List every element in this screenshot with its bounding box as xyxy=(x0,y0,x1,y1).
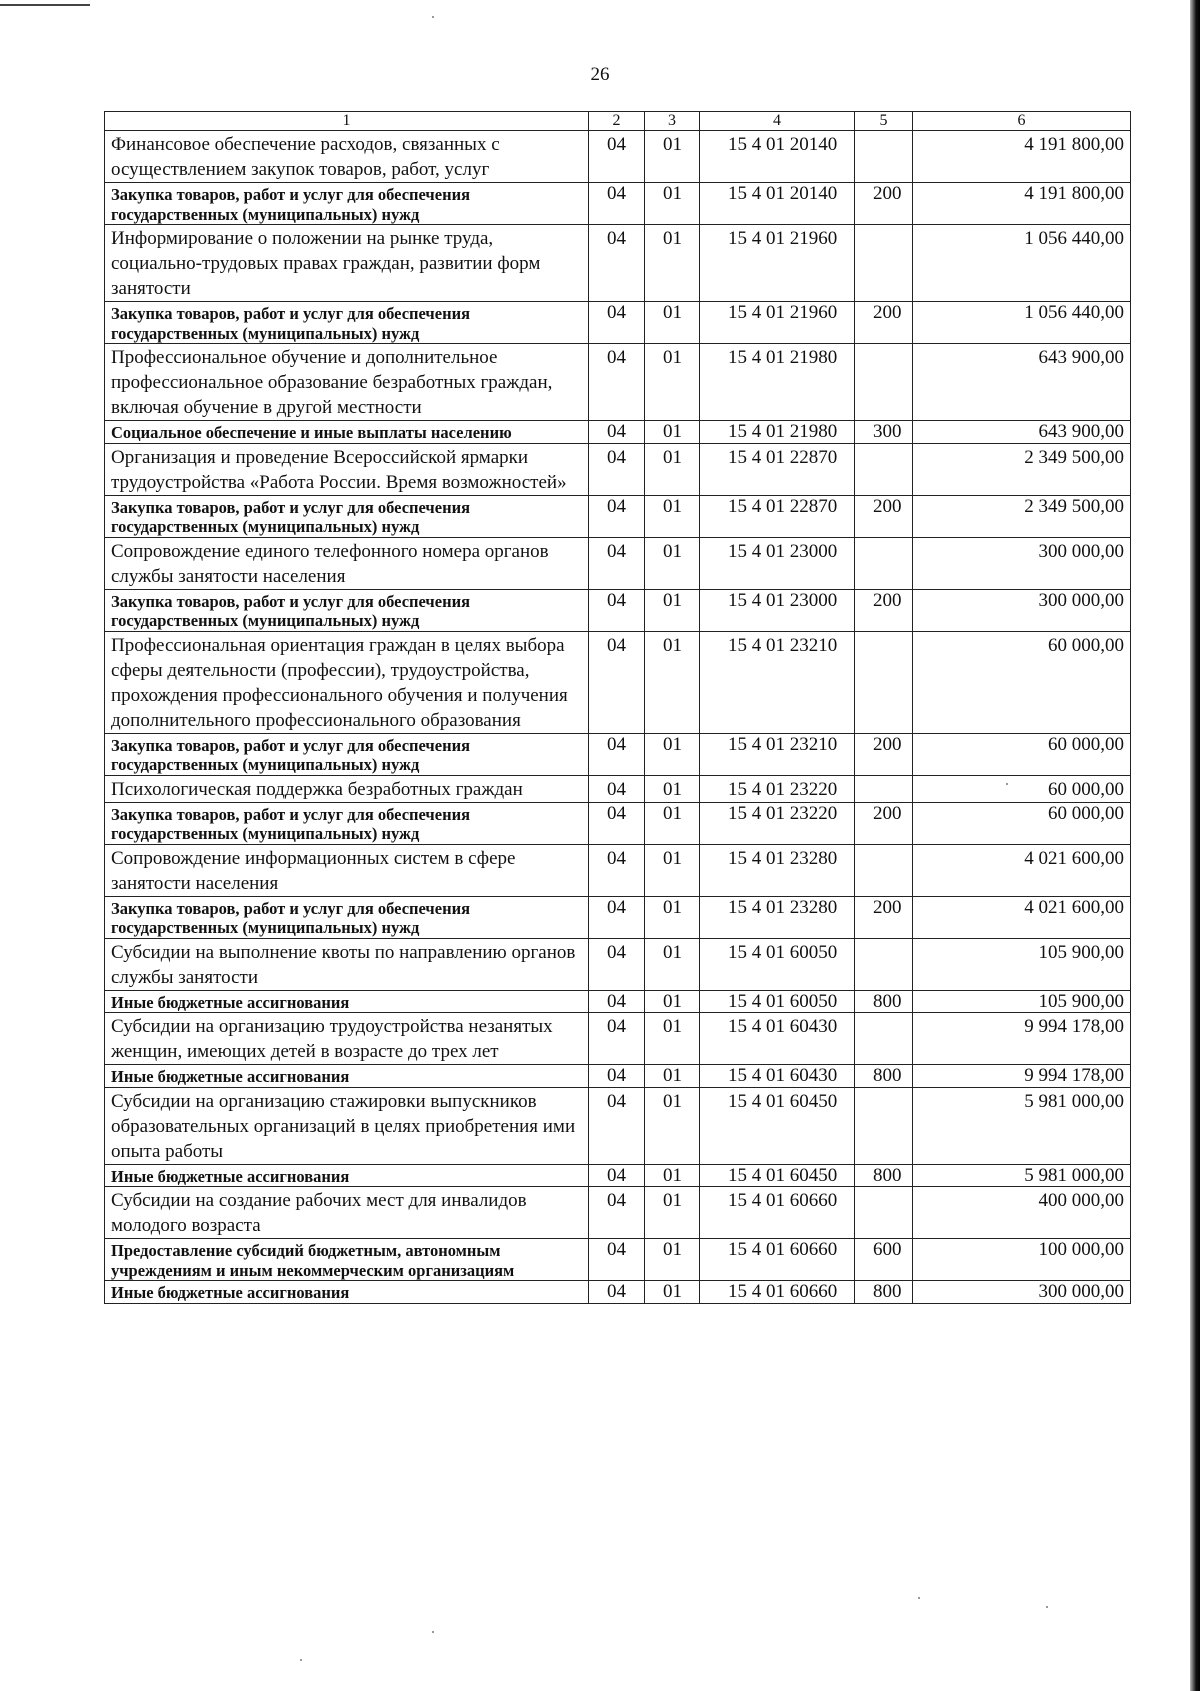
cell-subsection: 01 xyxy=(645,302,700,344)
cell-name: Информирование о положении на рынке труда, социально-трудовых правах граждан, развитии форм занятости xyxy=(105,225,589,302)
cell-section: 04 xyxy=(589,802,645,844)
cell-expense-type xyxy=(855,1087,913,1164)
cell-section: 04 xyxy=(589,183,645,225)
cell-amount: 1 056 440,00 xyxy=(913,225,1131,302)
header-col-2: 2 xyxy=(589,112,645,131)
cell-target-article: 15 4 01 23220 xyxy=(700,775,855,802)
table-row xyxy=(105,1281,1131,1304)
cell-subsection: 01 xyxy=(645,1281,700,1304)
table-row xyxy=(105,802,1131,844)
cell-expense-type: 200 xyxy=(855,302,913,344)
cell-expense-type: 200 xyxy=(855,896,913,938)
cell-target-article: 15 4 01 60430 xyxy=(700,1013,855,1065)
cell-name: Социальное обеспечение и иные выплаты населению xyxy=(105,421,589,444)
table-row xyxy=(105,344,1131,421)
cell-expense-type xyxy=(855,1187,913,1239)
cell-section: 04 xyxy=(589,1187,645,1239)
cell-amount: 300 000,00 xyxy=(913,589,1131,631)
cell-name: Предоставление субсидий бюджетным, автономным учреждениям и иным некоммерческим организациям xyxy=(105,1239,589,1281)
cell-target-article: 15 4 01 21980 xyxy=(700,421,855,444)
cell-name: Организация и проведение Всероссийской ярмарки трудоустройства «Работа России. Время возможностей» xyxy=(105,443,589,495)
cell-target-article: 15 4 01 21960 xyxy=(700,225,855,302)
cell-target-article: 15 4 01 22870 xyxy=(700,495,855,537)
cell-expense-type xyxy=(855,225,913,302)
cell-section: 04 xyxy=(589,495,645,537)
cell-section: 04 xyxy=(589,775,645,802)
table-row xyxy=(105,183,1131,225)
cell-amount: 60 000,00 xyxy=(913,802,1131,844)
cell-expense-type: 800 xyxy=(855,1065,913,1088)
scan-speck xyxy=(1046,1606,1048,1608)
cell-subsection: 01 xyxy=(645,844,700,896)
scan-speck xyxy=(300,1659,302,1661)
header-col-1: 1 xyxy=(105,112,589,131)
cell-target-article: 15 4 01 22870 xyxy=(700,443,855,495)
cell-amount: 4 191 800,00 xyxy=(913,131,1131,183)
scan-speck xyxy=(432,1631,434,1633)
cell-target-article: 15 4 01 23220 xyxy=(700,802,855,844)
cell-section: 04 xyxy=(589,537,645,589)
cell-subsection: 01 xyxy=(645,131,700,183)
cell-target-article: 15 4 01 60050 xyxy=(700,990,855,1013)
scan-speck xyxy=(918,1597,920,1599)
table-row xyxy=(105,421,1131,444)
cell-section: 04 xyxy=(589,896,645,938)
cell-subsection: 01 xyxy=(645,1065,700,1088)
table-row xyxy=(105,1013,1131,1065)
table-row xyxy=(105,938,1131,990)
cell-target-article: 15 4 01 60660 xyxy=(700,1239,855,1281)
cell-subsection: 01 xyxy=(645,537,700,589)
cell-expense-type: 800 xyxy=(855,1281,913,1304)
cell-expense-type xyxy=(855,344,913,421)
cell-subsection: 01 xyxy=(645,802,700,844)
table-row xyxy=(105,1164,1131,1187)
cell-target-article: 15 4 01 23000 xyxy=(700,537,855,589)
cell-target-article: 15 4 01 23280 xyxy=(700,896,855,938)
scan-speck xyxy=(1006,783,1008,785)
cell-target-article: 15 4 01 60660 xyxy=(700,1187,855,1239)
scan-speck xyxy=(432,16,434,18)
table-row xyxy=(105,896,1131,938)
cell-name: Закупка товаров, работ и услуг для обеспечения государственных (муниципальных) нужд xyxy=(105,802,589,844)
cell-subsection: 01 xyxy=(645,1087,700,1164)
cell-amount: 2 349 500,00 xyxy=(913,443,1131,495)
table-row xyxy=(105,1087,1131,1164)
cell-amount: 400 000,00 xyxy=(913,1187,1131,1239)
table-row xyxy=(105,443,1131,495)
cell-subsection: 01 xyxy=(645,225,700,302)
cell-name: Психологическая поддержка безработных граждан xyxy=(105,775,589,802)
cell-expense-type xyxy=(855,1013,913,1065)
cell-subsection: 01 xyxy=(645,1187,700,1239)
cell-subsection: 01 xyxy=(645,990,700,1013)
table-row xyxy=(105,1065,1131,1088)
cell-section: 04 xyxy=(589,938,645,990)
cell-expense-type xyxy=(855,938,913,990)
cell-section: 04 xyxy=(589,990,645,1013)
cell-expense-type xyxy=(855,443,913,495)
cell-section: 04 xyxy=(589,1013,645,1065)
cell-section: 04 xyxy=(589,844,645,896)
cell-amount: 300 000,00 xyxy=(913,537,1131,589)
cell-section: 04 xyxy=(589,1281,645,1304)
cell-name: Закупка товаров, работ и услуг для обеспечения государственных (муниципальных) нужд xyxy=(105,302,589,344)
cell-name: Закупка товаров, работ и услуг для обеспечения государственных (муниципальных) нужд xyxy=(105,183,589,225)
cell-amount: 4 021 600,00 xyxy=(913,896,1131,938)
cell-name: Субсидии на создание рабочих мест для инвалидов молодого возраста xyxy=(105,1187,589,1239)
table-row xyxy=(105,1187,1131,1239)
cell-expense-type: 800 xyxy=(855,1164,913,1187)
cell-amount: 1 056 440,00 xyxy=(913,302,1131,344)
header-col-5: 5 xyxy=(855,112,913,131)
header-col-3: 3 xyxy=(645,112,700,131)
budget-table xyxy=(104,111,1131,1304)
cell-amount: 300 000,00 xyxy=(913,1281,1131,1304)
cell-subsection: 01 xyxy=(645,896,700,938)
cell-expense-type xyxy=(855,131,913,183)
cell-section: 04 xyxy=(589,225,645,302)
cell-section: 04 xyxy=(589,1065,645,1088)
cell-target-article: 15 4 01 60450 xyxy=(700,1164,855,1187)
cell-name: Сопровождение информационных систем в сфере занятости населения xyxy=(105,844,589,896)
cell-target-article: 15 4 01 21960 xyxy=(700,302,855,344)
cell-section: 04 xyxy=(589,631,645,733)
cell-section: 04 xyxy=(589,589,645,631)
cell-amount: 105 900,00 xyxy=(913,990,1131,1013)
cell-expense-type: 800 xyxy=(855,990,913,1013)
cell-amount: 5 981 000,00 xyxy=(913,1087,1131,1164)
cell-amount: 4 191 800,00 xyxy=(913,183,1131,225)
cell-subsection: 01 xyxy=(645,589,700,631)
cell-subsection: 01 xyxy=(645,183,700,225)
table-row xyxy=(105,733,1131,775)
cell-section: 04 xyxy=(589,302,645,344)
table-row xyxy=(105,225,1131,302)
cell-expense-type xyxy=(855,775,913,802)
header-col-6: 6 xyxy=(913,112,1131,131)
header-col-4: 4 xyxy=(700,112,855,131)
cell-expense-type xyxy=(855,537,913,589)
cell-amount: 643 900,00 xyxy=(913,421,1131,444)
cell-name: Иные бюджетные ассигнования xyxy=(105,1164,589,1187)
cell-expense-type: 200 xyxy=(855,495,913,537)
cell-expense-type: 200 xyxy=(855,733,913,775)
table-row xyxy=(105,589,1131,631)
cell-section: 04 xyxy=(589,1087,645,1164)
cell-target-article: 15 4 01 21980 xyxy=(700,344,855,421)
cell-subsection: 01 xyxy=(645,495,700,537)
cell-expense-type: 600 xyxy=(855,1239,913,1281)
cell-subsection: 01 xyxy=(645,421,700,444)
budget-table-body xyxy=(105,112,1131,1304)
cell-name: Сопровождение единого телефонного номера органов службы занятости населения xyxy=(105,537,589,589)
cell-expense-type: 200 xyxy=(855,802,913,844)
cell-target-article: 15 4 01 20140 xyxy=(700,131,855,183)
table-row xyxy=(105,302,1131,344)
cell-amount: 5 981 000,00 xyxy=(913,1164,1131,1187)
cell-subsection: 01 xyxy=(645,443,700,495)
cell-name: Финансовое обеспечение расходов, связанных с осуществлением закупок товаров, работ, услуг xyxy=(105,131,589,183)
cell-target-article: 15 4 01 60450 xyxy=(700,1087,855,1164)
cell-subsection: 01 xyxy=(645,631,700,733)
cell-expense-type xyxy=(855,631,913,733)
table-row xyxy=(105,631,1131,733)
cell-amount: 9 994 178,00 xyxy=(913,1065,1131,1088)
cell-target-article: 15 4 01 20140 xyxy=(700,183,855,225)
cell-subsection: 01 xyxy=(645,938,700,990)
cell-name: Иные бюджетные ассигнования xyxy=(105,1065,589,1088)
table-header-row xyxy=(105,112,1131,131)
cell-target-article: 15 4 01 60050 xyxy=(700,938,855,990)
scan-edge-shadow xyxy=(1190,0,1200,1691)
cell-expense-type: 200 xyxy=(855,183,913,225)
cell-amount: 2 349 500,00 xyxy=(913,495,1131,537)
cell-name: Закупка товаров, работ и услуг для обеспечения государственных (муниципальных) нужд xyxy=(105,495,589,537)
table-row xyxy=(105,990,1131,1013)
cell-name: Субсидии на организацию стажировки выпускников образовательных организаций в целях приобретения ими опыта работы xyxy=(105,1087,589,1164)
cell-name: Профессиональное обучение и дополнительное профессиональное образование безработных граждан, включая обучение в другой местности xyxy=(105,344,589,421)
page-number: 26 xyxy=(590,64,610,85)
cell-name: Иные бюджетные ассигнования xyxy=(105,990,589,1013)
cell-amount: 60 000,00 xyxy=(913,631,1131,733)
cell-target-article: 15 4 01 23210 xyxy=(700,733,855,775)
cell-section: 04 xyxy=(589,344,645,421)
cell-section: 04 xyxy=(589,1164,645,1187)
cell-amount: 9 994 178,00 xyxy=(913,1013,1131,1065)
table-row xyxy=(105,775,1131,802)
cell-section: 04 xyxy=(589,733,645,775)
table-row xyxy=(105,131,1131,183)
cell-target-article: 15 4 01 23210 xyxy=(700,631,855,733)
cell-name: Закупка товаров, работ и услуг для обеспечения государственных (муниципальных) нужд xyxy=(105,589,589,631)
cell-amount: 643 900,00 xyxy=(913,344,1131,421)
cell-expense-type: 200 xyxy=(855,589,913,631)
cell-amount: 60 000,00 xyxy=(913,733,1131,775)
cell-expense-type: 300 xyxy=(855,421,913,444)
table-row xyxy=(105,1239,1131,1281)
cell-section: 04 xyxy=(589,421,645,444)
cell-subsection: 01 xyxy=(645,733,700,775)
cell-section: 04 xyxy=(589,443,645,495)
cell-name: Субсидии на выполнение квоты по направлению органов службы занятости xyxy=(105,938,589,990)
cell-subsection: 01 xyxy=(645,344,700,421)
cell-amount: 100 000,00 xyxy=(913,1239,1131,1281)
cell-expense-type xyxy=(855,844,913,896)
cell-amount: 4 021 600,00 xyxy=(913,844,1131,896)
cell-target-article: 15 4 01 23000 xyxy=(700,589,855,631)
table-row xyxy=(105,844,1131,896)
cell-name: Профессиональная ориентация граждан в целях выбора сферы деятельности (профессии), трудоустройства, прохождения профессионального обучения и получения дополнительного профессионального образования xyxy=(105,631,589,733)
cell-name: Субсидии на организацию трудоустройства незанятых женщин, имеющих детей в возрасте до трех лет xyxy=(105,1013,589,1065)
cell-section: 04 xyxy=(589,131,645,183)
cell-subsection: 01 xyxy=(645,1164,700,1187)
cell-target-article: 15 4 01 60660 xyxy=(700,1281,855,1304)
cell-name: Закупка товаров, работ и услуг для обеспечения государственных (муниципальных) нужд xyxy=(105,896,589,938)
cell-section: 04 xyxy=(589,1239,645,1281)
cell-amount: 105 900,00 xyxy=(913,938,1131,990)
cell-amount: 60 000,00 xyxy=(913,775,1131,802)
scan-edge-mark xyxy=(0,4,90,6)
cell-subsection: 01 xyxy=(645,775,700,802)
cell-target-article: 15 4 01 60430 xyxy=(700,1065,855,1088)
cell-name: Закупка товаров, работ и услуг для обеспечения государственных (муниципальных) нужд xyxy=(105,733,589,775)
cell-name: Иные бюджетные ассигнования xyxy=(105,1281,589,1304)
cell-subsection: 01 xyxy=(645,1013,700,1065)
cell-target-article: 15 4 01 23280 xyxy=(700,844,855,896)
table-row xyxy=(105,495,1131,537)
table-row xyxy=(105,537,1131,589)
cell-subsection: 01 xyxy=(645,1239,700,1281)
